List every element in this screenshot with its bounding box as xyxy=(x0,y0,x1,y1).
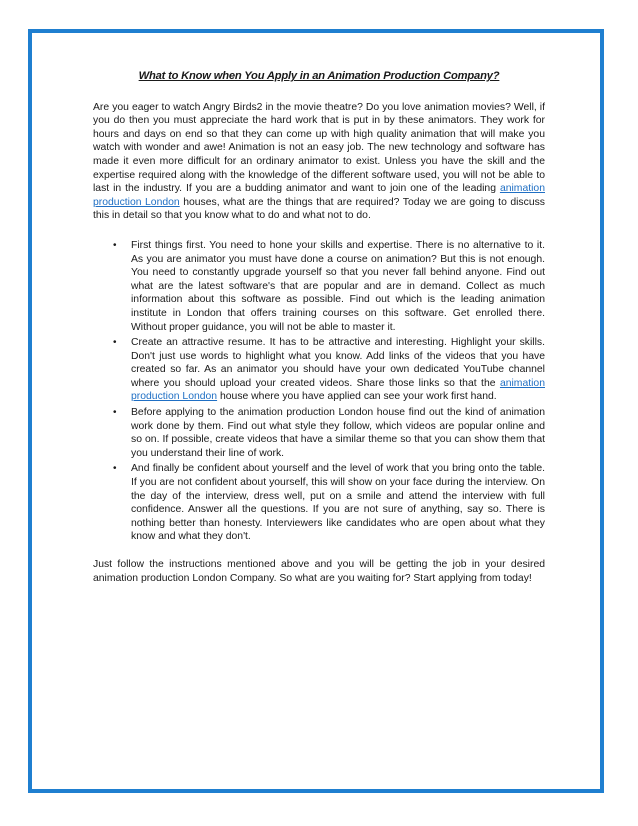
list-item xyxy=(93,406,545,460)
tips-list xyxy=(93,239,545,544)
list-item-text: Create an attractive resume. It has to be attractive and interesting. Highlight your skills. Don't just use words to highlight what you know. Add links of the videos that you have created so far. As an animator you should have your own dedicated YouTube channel where you should upload your created videos. Share those links so that the xyxy=(131,337,545,389)
list-item xyxy=(93,336,545,404)
intro-text-start: Are you eager to watch Angry Birds2 in the movie theatre? Do you love animation movies? Well, if you do then you must appreciate the hard work that is put in by these animators. They work for hours and days on end so that they can come up with high quality animation that will make you watch with wonder and awe! Animation is not an easy job. The new technology and software has made it even more difficult for an ordinary animator to exist. Unless you have the skill and the expertise required along with the knowledge of the different software used, you will not be able to last in the industry. If you are a budding animator and want to join one of the leading xyxy=(93,101,545,195)
intro-paragraph xyxy=(93,101,545,223)
list-item xyxy=(93,239,545,334)
list-item-text: First things first. You need to hone your skills and expertise. There is no alternative to it. As you are animator you must have done a course on animation? But this is not enough. You need to constantly upgrade yourself so that you never fall behind anyone. Find out what are the latest software's that are popular and are in demand. Collect as much information about this software as possible. Find out which is the leading animation institute in London that offers training courses on this software. Get enrolled there. Without proper guidance, you will not be able to master it. xyxy=(131,239,545,333)
bullet-icon: • xyxy=(113,239,117,251)
intro-text-end: houses, what are the things that are required? Today we are going to discuss this in detail so that you know what to do and what not to do. xyxy=(93,196,545,222)
document-body xyxy=(93,70,545,585)
bullet-icon: • xyxy=(113,407,117,419)
intro-animation-link[interactable]: animation production London xyxy=(93,183,545,208)
closing-paragraph: Just follow the instructions mentioned above and you will be getting the job in your desired animation production London Company. So what are you waiting for? Start applying from today! xyxy=(93,559,545,584)
bullet-animation-link[interactable]: animation production London xyxy=(131,377,545,403)
list-item-text: Before applying to the animation production London house find out the kind of animation work done by them. Find out what style they follow, which videos are popular online and so on. If possible, create videos that have a similar theme so that you can show them that you understand their line of work. xyxy=(131,407,545,459)
bullet-icon: • xyxy=(113,463,117,475)
list-item-text-end: house where you have applied can see your work first hand. xyxy=(217,391,497,403)
list-item-text: And finally be confident about yourself and the level of work that you bring onto the table. If you are not confident about yourself, this will show on your face during the interview. On the day of the interview, dress well, put on a smile and attend the interview with full confidence. Answer all the questions. If you are not sure of anything, say so. There is nothing better than honesty. Interviewers like candidates who are open about what they know and what they don't. xyxy=(131,463,545,543)
list-item xyxy=(93,462,545,544)
document-title: What to Know when You Apply in an Animation Production Company? xyxy=(138,70,500,82)
bullet-icon: • xyxy=(113,337,117,349)
